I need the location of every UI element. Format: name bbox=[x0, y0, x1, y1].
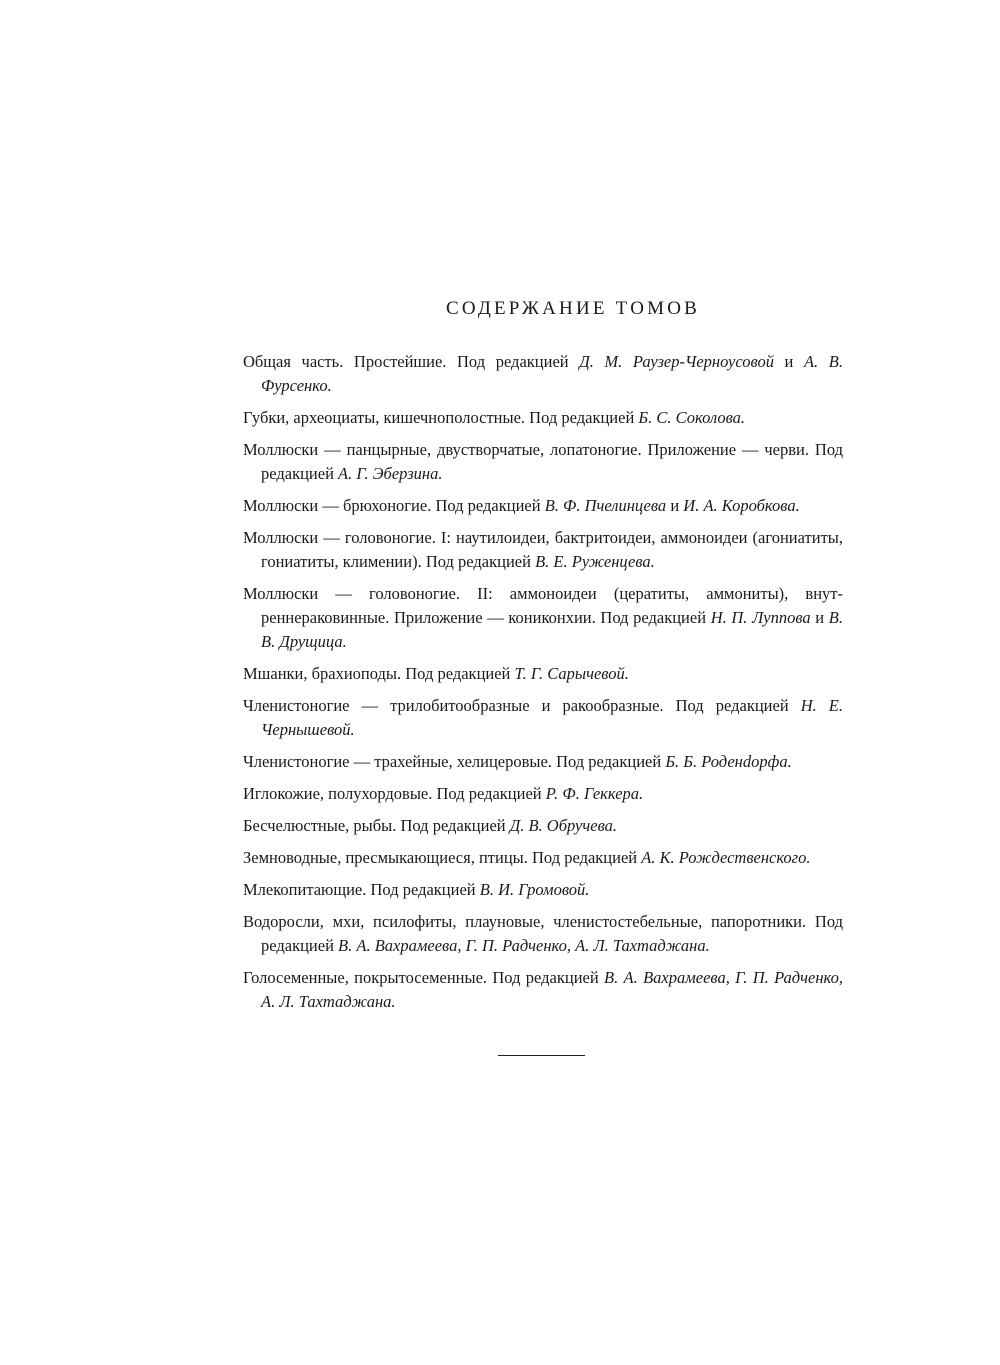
volume-subject: Мшанки, брахиоподы. bbox=[243, 664, 406, 683]
volume-editors: Б. Б. Роденdорфа. bbox=[665, 752, 792, 771]
volume-editors: В. А. Вахрамеева, Г. П. Радченко, А. Л. Тахтаджана. bbox=[338, 936, 710, 955]
volume-subject: Членистоногие — трахейные, хелицеровые. bbox=[243, 752, 557, 771]
volume-subject: Моллюски — головоногие. I: наутилоидеи, бактритоидеи, аммоноидеи (агониатиты, гониатиты, климении). bbox=[243, 528, 843, 571]
editor-join: и bbox=[666, 496, 684, 515]
volume-subject: Моллюски — панцырные, двустворчатые, лопатоногие. Приложение — черви. bbox=[243, 440, 815, 459]
volume-editors-2: И. А. Коробкова. bbox=[683, 496, 800, 515]
volume-entry-3 bbox=[243, 438, 843, 486]
editor-prefix: Под редакцией bbox=[600, 608, 711, 627]
closing-rule-divider bbox=[498, 1055, 585, 1056]
volume-subject: Бесчелюстные, рыбы. bbox=[243, 816, 401, 835]
editor-prefix: Под редакцией bbox=[425, 552, 536, 571]
volume-entry-1 bbox=[243, 350, 843, 398]
editor-prefix: Под редакцией bbox=[675, 696, 801, 715]
editor-prefix: Под редакцией bbox=[261, 912, 843, 955]
volume-entry-14 bbox=[243, 910, 843, 958]
volume-editors: Д. В. Обручева. bbox=[509, 816, 618, 835]
volume-editors: Н. Е. Чернышевой. bbox=[261, 696, 843, 739]
editor-prefix: Под редакцией bbox=[556, 752, 666, 771]
volume-entry-11 bbox=[243, 814, 843, 838]
editor-prefix: Под редакцией bbox=[400, 816, 510, 835]
volume-editors: В. Е. Руженцева. bbox=[535, 552, 655, 571]
volume-subject: Земноводные, пресмыкающиеся, птицы. bbox=[243, 848, 532, 867]
volume-entry-10 bbox=[243, 782, 843, 806]
volume-subject: Членистоногие — трилобитообразные и ракообразные. bbox=[243, 696, 676, 715]
editor-prefix: Под редакцией bbox=[370, 880, 480, 899]
volume-subject: Губки, археоциаты, кишечнополостные. bbox=[243, 408, 530, 427]
editor-prefix: Под редакцией bbox=[492, 968, 605, 987]
volume-editors-2: В. В. Друщица. bbox=[261, 608, 843, 651]
volume-entry-9 bbox=[243, 750, 843, 774]
volumes-list bbox=[243, 350, 843, 1022]
volume-editors: Б. С. Соколова. bbox=[638, 408, 746, 427]
editor-prefix: Под редакцией bbox=[529, 408, 639, 427]
volume-subject: Моллюски — головоногие. II: аммоноидеи (цератиты, аммониты), внутреннераковинные. Приложение — кониконхии. bbox=[243, 584, 843, 627]
volume-entry-6 bbox=[243, 582, 843, 654]
volume-editors-2: А. В. Фурсенко. bbox=[261, 352, 843, 395]
volume-editors: Т. Г. Сарычевой. bbox=[514, 664, 629, 683]
volume-subject: Водоросли, мхи, псилофиты, плауновые, членистостебельные, папоротники. bbox=[243, 912, 815, 931]
volume-entry-7 bbox=[243, 662, 843, 686]
volume-subject: Общая часть. Простейшие. bbox=[243, 352, 458, 371]
volume-editors: Н. П. Луппова bbox=[710, 608, 811, 627]
volume-entry-8 bbox=[243, 694, 843, 742]
editor-join: и bbox=[810, 608, 829, 627]
volume-entry-4 bbox=[243, 494, 843, 518]
volume-editors: В. А. Вахрамеева, Г. П. Радченко, А. Л. Тахтаджана. bbox=[261, 968, 843, 1011]
volume-editors: Д. М. Раузер-Черноусовой bbox=[579, 352, 774, 371]
volume-editors: Р. Ф. Геккера. bbox=[545, 784, 644, 803]
editor-join: и bbox=[773, 352, 804, 371]
volume-entry-12 bbox=[243, 846, 843, 870]
volume-subject: Моллюски — брюхоногие. bbox=[243, 496, 436, 515]
editor-prefix: Под редакцией bbox=[435, 496, 545, 515]
page-title: СОДЕРЖАНИЕ ТОМОВ bbox=[445, 298, 701, 319]
volume-subject: Иглокожие, полухордовые. bbox=[243, 784, 437, 803]
volume-editors: В. Ф. Пчелинцева bbox=[544, 496, 667, 515]
volume-subject: Млекопитающие. bbox=[243, 880, 371, 899]
volume-entry-5 bbox=[243, 526, 843, 574]
volume-editors: А. Г. Эберзина. bbox=[338, 464, 443, 483]
volume-editors: А. К. Рождественского. bbox=[641, 848, 811, 867]
volume-entry-13 bbox=[243, 878, 843, 902]
volume-entry-2 bbox=[243, 406, 843, 430]
volume-entry-15 bbox=[243, 966, 843, 1014]
editor-prefix: Под редакцией bbox=[436, 784, 546, 803]
editor-prefix: Под редакцией bbox=[405, 664, 515, 683]
volume-editors: В. И. Громовой. bbox=[479, 880, 590, 899]
editor-prefix: Под редакцией bbox=[261, 440, 843, 483]
volume-subject: Голосеменные, покрытосеменные. bbox=[243, 968, 493, 987]
editor-prefix: Под редакцией bbox=[457, 352, 580, 371]
editor-prefix: Под редакцией bbox=[532, 848, 642, 867]
